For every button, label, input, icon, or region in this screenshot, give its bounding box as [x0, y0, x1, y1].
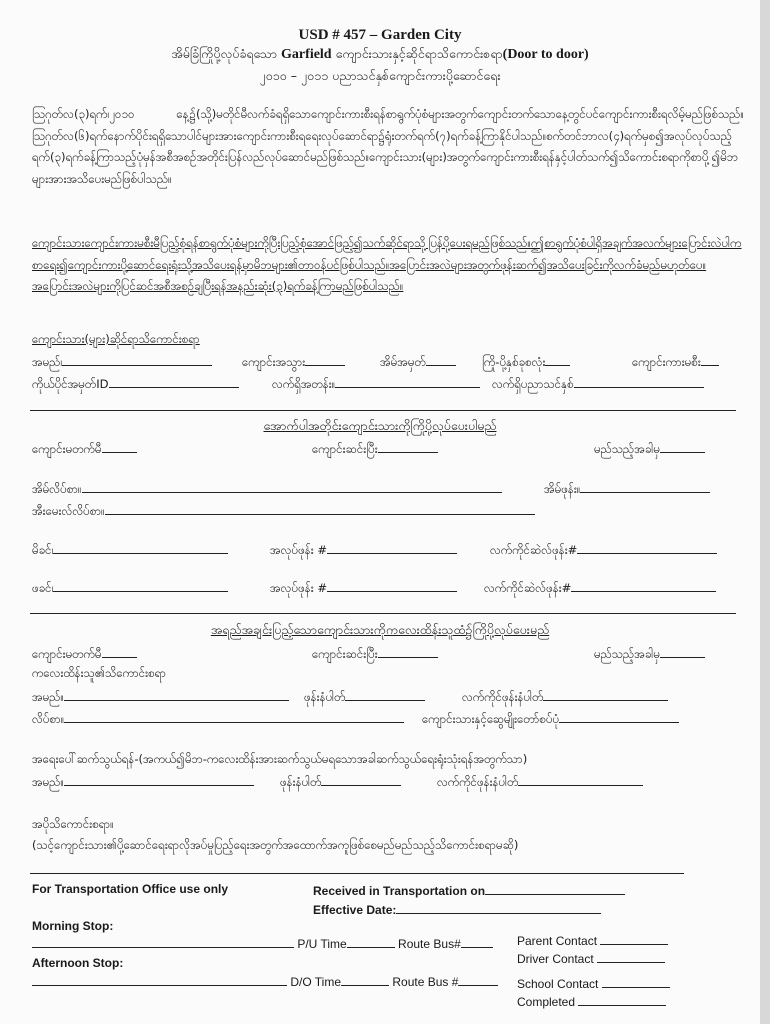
babysitter-address-field[interactable]: လိပ်စာ။	[32, 710, 404, 729]
divider-2	[30, 613, 736, 614]
afternoon-stop-row	[32, 973, 498, 989]
when-field[interactable]: မည်သည့်အခါမှ	[594, 440, 705, 459]
received-field[interactable]: Received in Transportation on	[313, 882, 625, 898]
section1-heading: အောက်ပါအတိုင်းကျောင်းသားကိုကြိုပို့လုပ်ပေးပါမည်	[263, 418, 497, 433]
house-number-field[interactable]: အိမ်အမှတ်	[380, 353, 456, 372]
after-school-field-2[interactable]: ကျောင်းဆင်းပြီး	[312, 645, 438, 664]
father-work-phone-field[interactable]: အလုပ်ဖုန်း #	[270, 579, 457, 598]
subtitle-school: Garfield	[281, 47, 332, 62]
page-edge	[760, 0, 770, 1024]
relation-field[interactable]: ကျောင်းသားနှင့်ဆွေမျိုးတော်စပ်ပုံ	[422, 710, 679, 729]
form-title: USD # 457 – Garden City	[298, 27, 462, 43]
form-subtitle	[0, 46, 760, 65]
school-field[interactable]: ကျောင်းအသွား	[242, 353, 345, 372]
afternoon-stop-label: Afternoon Stop:	[32, 956, 124, 970]
afternoon-stop-field[interactable]	[32, 973, 287, 986]
babysitter-info-heading: ကလေးထိန်းသူ၏သိကောင်းစရာ	[32, 666, 167, 680]
morning-stop-label: Morning Stop:	[32, 919, 114, 933]
intro-paragraph: ဩဂုတ်လ(၃)ရက်၊၂၀၁၀ နေ့၌(သို့)မတိုင်မီလက်ခံရရှိသောကျောင်းကားစီးရန်စာရွက်ပုံစံများအတွက်ကျောင်းတက်သောနေ့တွင်ပင်ကျောင်းကားစီးရလိမ့်မည်ဖြစ်သည်။ဩဂုတ်လ(၆)ရက်နောက်ပိုင်းရရှိသောပါင်များအားကျောင်းကားစီးရရေးလုပ်ဆောင်ရာ၌ရုံးတက်ရက်(၇)ရက်ခန့်ကြာနိုင်ပါသည်။စက်တင်ဘာလ(၄)ရက်မှစ၍အလုပ်လုပ်သည့်ရက်(၃)ရက်ခန့်ကြာသည့်ပုံမှန်အစီအစဉ်အတိုင်းပြန်လည်လုပ်ဆောင်မည်ဖြစ်သည်။ကျောင်းသား(များ)အတွက်ကျောင်းကားစီးရန်နှင့်ပါတ်သက်၍သိကောင်းစရာကိုစာပို့၍မိဘများအားအသိပေးမည်ဖြစ်ပါသည်။	[32, 107, 744, 186]
notes-text: (သင့်ကျောင်းသား၏ပို့ဆောင်ရေးရာလိုအပ်မှုပြည့်ရေးအတွက်အထောက်အကူဖြစ်စေမည်မည်သည့်သိကောင်းစရာမဆို)	[32, 838, 519, 852]
divider-1	[30, 410, 736, 411]
school-contact-field[interactable]: School Contact	[517, 975, 670, 991]
babysitter-phone-field[interactable]: ဖုန်းနံပါတ်	[304, 688, 425, 707]
name-field[interactable]: အမည်၊	[32, 353, 212, 372]
route-bus-field-2[interactable]: Route Bus #	[392, 975, 498, 989]
parent-contact-field[interactable]: Parent Contact	[517, 932, 668, 948]
completed-field[interactable]: Completed	[517, 993, 666, 1009]
emergency-name-field[interactable]: အမည်။	[32, 773, 254, 792]
when-field-2[interactable]: မည်သည့်အခါမှ	[594, 645, 705, 664]
student-id-field[interactable]: ကိုယ်ပိုင်အမှတ်ID	[32, 375, 239, 394]
emergency-heading: အရေးပေါ်ဆက်သွယ်ရန်-(အကယ်၍မိဘ-ကလေးထိန်းအားဆက်သွယ်မရသောအခါဆက်သွယ်ရေးရုံးသုံးရန်အတွက်သာ)	[32, 752, 528, 766]
divider-3	[30, 873, 684, 874]
father-cell-field[interactable]: လက်ကိုင်ဆဲလ်ဖုန်း#	[484, 579, 716, 598]
section2-heading: အရည်အချင်းပြည့်သောကျောင်းသားကိုကလေးထိန်းသူထံ၌ကြိုပို့လုပ်ပေးမည်	[210, 622, 550, 637]
driver-contact-field[interactable]: Driver Contact	[517, 950, 665, 966]
current-class-field[interactable]: လက်ရှိအတန်း။	[272, 375, 480, 394]
subtitle-prefix: အိမ်ခြံကြိုပို့လုပ်ခံရသော	[171, 46, 278, 61]
after-school-field[interactable]: ကျောင်းဆင်းပြီး	[312, 440, 438, 459]
no-bus-field[interactable]: ကျောင်းကားမစီး	[632, 353, 719, 372]
mother-field[interactable]: မိခင်၊	[32, 541, 228, 560]
instruction-paragraph: ကျောင်းသားကျောင်းကားမစီးမီပြည့်စုံရန်စာရွက်ပုံစံများကိုပြီးပြည့်စုံအောင်ဖြည့်၍သက်ဆိုင်ရာသို့ပြန်ပို့ပေးရမည်ဖြစ်သည်။ဤစာရွက်ပုံစံပါရှိအချက်အလက်များပြောင်းလဲပါကစာရေး၍ကျောင်းကားပို့ဆောင်ရေးရုံးသို့အသိပေးရန်မှာမိဘများ၏တာဝန်ပင်ဖြစ်ပါသည်။အပြောင်းအလဲများအတွက်ဖုန်းဆက်၍အသိပေးခြင်းကိုလက်ခံမည်မဟုတ်ပေ။အပြောင်းအလဲများကိုပြင်ဆင်အစီအစဉ်ချပြီးရန်အနည်းဆုံး(၃)ရက်ခန့်ကြာမည်ဖြစ်ပါသည်။	[32, 236, 742, 293]
emergency-cell-field[interactable]: လက်ကိုင်ဖုန်းနံပါတ်	[437, 773, 643, 792]
mother-work-phone-field[interactable]: အလုပ်ဖုန်း #	[270, 541, 457, 560]
current-year-field[interactable]: လက်ရှိပညာသင်နှစ်	[492, 375, 704, 394]
notes-heading: အပိုသိကောင်းစရာ။	[32, 817, 114, 831]
year-line: ၂၀၁၀ – ၂၀၁၁ ပညာသင်နှစ်ကျောင်းကားပို့ဆောင်ရေး	[259, 68, 501, 83]
office-use-title: For Transportation Office use only	[32, 882, 229, 896]
effective-date-field[interactable]: Effective Date:	[313, 901, 601, 917]
mother-cell-field[interactable]: လက်ကိုင်ဆဲလ်ဖုန်း#	[490, 541, 717, 560]
home-address-field[interactable]: အိမ်လိပ်စာ။	[32, 480, 502, 499]
morning-stop-field[interactable]	[32, 935, 294, 948]
babysitter-name-field[interactable]: အမည်။	[32, 688, 289, 707]
route-bus-field[interactable]: Route Bus#	[398, 937, 493, 951]
do-time-field[interactable]: D/O Time	[290, 975, 389, 989]
pu-time-field[interactable]: P/U Time	[297, 937, 394, 951]
email-field[interactable]: အီးမေးလ်လိပ်စာ။	[32, 502, 535, 521]
before-school-field[interactable]: ကျောင်းမတက်မီ	[32, 440, 137, 459]
morning-stop-row	[32, 935, 493, 951]
babysitter-cell-field[interactable]: လက်ကိုင်ဖုန်းနံပါတ်	[462, 688, 668, 707]
home-phone-field[interactable]: အိမ်ဖုန်း။	[544, 480, 710, 499]
father-field[interactable]: ဖခင်၊	[32, 579, 228, 598]
emergency-phone-field[interactable]: ဖုန်းနံပါတ်	[280, 773, 401, 792]
student-info-heading: ကျောင်းသား(များ)ဆိုင်ရာသိကောင်းစရာ	[32, 332, 200, 346]
subtitle-suffix: (Door to door)	[502, 47, 589, 62]
subtitle-mid: ကျောင်းသားနှင့်ဆိုင်ရာသိကောင်းစရာ	[335, 46, 503, 61]
before-school-field-2[interactable]: ကျောင်းမတက်မီ	[32, 645, 137, 664]
pickup-both-field[interactable]: ကြို-ပို့နှစ်ခုစလုံး	[482, 353, 570, 372]
